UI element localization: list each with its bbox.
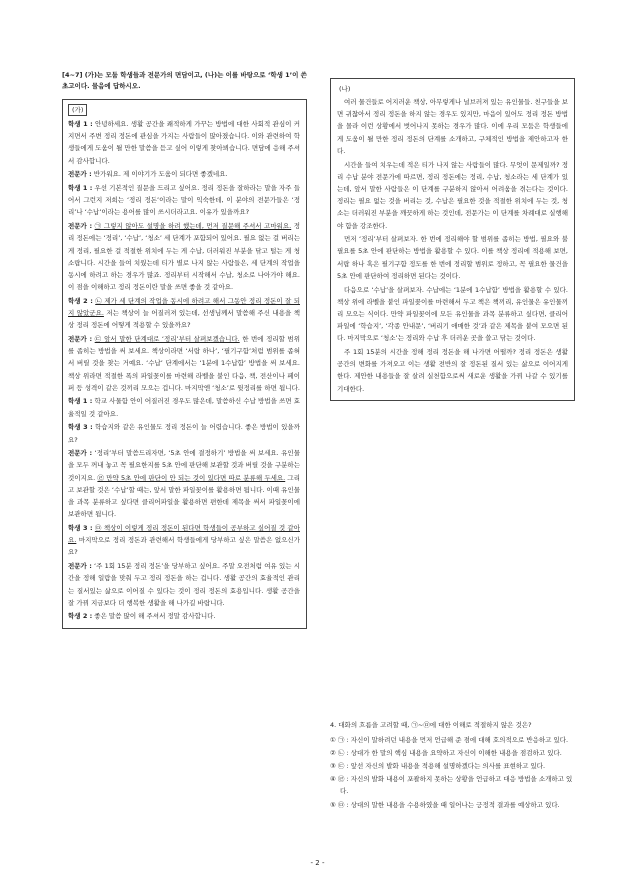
- draft-paragraph: 먼저 ‘정리’부터 살펴보자. 한 번에 정리해야 할 범위를 좁히는 방법, 필요와 불필요를 5초 안에 판단하는 방법을 활용할 수 있다. 이를 책상 정리에 적용해 보면, 서랍 하나 혹은 필기구함 정도를 한 번에 정리할 범위로 정하고, 꼭 필요한 물건을 5초 안에 판단하여 정리하면 된다는 것이다.: [337, 235, 568, 280]
- utterance-text: 우선 기본적인 질문을 드리고 싶어요. 정리 정돈을 잘하라는 말을 자주 들어서 그런지 저희는 ‘정리 정돈’이라는 말이 익숙한데, 이 분야의 전문가들은 ‘정리’나 ‘수납’이라는 용어를 많이 쓰시더라고요. 이유가 있을까요?: [68, 184, 300, 217]
- speaker-label: 전문가 :: [68, 222, 93, 231]
- speaker-label: 학생 1 :: [68, 397, 93, 406]
- speaker-label: 학생 3 :: [68, 524, 93, 532]
- answer-option: ① ㉠ : 자신이 말하려던 내용을 먼저 언급해 준 점에 대해 호의적으로 반응하고 있다.: [330, 735, 569, 744]
- answer-option: ③ ㉢ : 앞선 자신의 발화 내용을 적용해 설명하겠다는 의사를 표현하고 있다.: [330, 761, 546, 770]
- answer-option: ⑤ ㉤ : 상대의 말한 내용을 수용하였을 때 일어나는 긍정적 결과를 예상하고 있다.: [330, 800, 560, 809]
- interview-turn: [68, 333, 300, 394]
- draft-label: (나): [339, 85, 351, 93]
- speaker-label: 학생 2 :: [68, 296, 93, 305]
- utterance-text: 그리고 보관할 것은 ‘수납’할 때는, 앞서 말한 파일꽂이를 활용하면 됩니다. 이때 유인물을 과목 분류하고 싶다면 클리어파일을 활용하면 편한데 제목을 써서 파일꽂이에 보관하면 됩니다.: [68, 473, 300, 519]
- right-column: [330, 78, 575, 812]
- speaker-label: 학생 2 :: [68, 612, 93, 621]
- speaker-label: 학생 3 :: [68, 423, 93, 432]
- underlined-utterance: ㉢ 앞서 말한 단계대로 ‘정리’부터 살펴보겠습니다.: [94, 334, 240, 343]
- speaker-label: 학생 1 :: [68, 120, 93, 128]
- utterance-text: 학교 사물함 안이 어질러진 경우도 많은데, 말씀하신 수납 방법을 쓰면 효율적일 것 같아요.: [68, 397, 300, 418]
- answer-option: ④ ㉣ : 자신의 발화 내용이 포괄하지 못하는 상황을 언급하고 대응 방법을 소개하고 있다.: [330, 775, 573, 796]
- question-options: [330, 734, 575, 811]
- speaker-label: 전문가 :: [68, 449, 93, 458]
- left-column: [62, 70, 307, 629]
- interview-turn: [68, 610, 300, 622]
- utterance-text: 좋은 말씀 많이 해 주셔서 정말 감사합니다.: [94, 612, 216, 621]
- utterance-text: 반가워요. 제 이야기가 도움이 되다면 좋겠네요.: [93, 170, 228, 179]
- interview-label: (가): [68, 104, 87, 116]
- question-stem: 4. 대화의 흐름을 고려할 때, ㉠~㉤에 대한 이해로 적절하지 않은 것은?: [330, 721, 532, 730]
- draft-paragraph: 시간을 들여 치우는데 적은 티가 나지 않는 사람들이 많다. 무엇이 문제일까? 정리 수납 분야 전문가에 따르면, 정리 정돈에는 정리, 수납, 청소라는 세 단계가 있는데, 앞서 말한 사람들은 이 단계를 구분하지 않아서 어려움을 겪는다는 것이다. 정리는 필요 없는 것을 버리는 것, 수납은 필요한 것을 적절한 위치에 두는 것, 청소는 더러워진 부분을 깨끗하게 하는 것인데, 전문가는 이 단계를 차례대로 실행해야 함을 강조한다.: [337, 160, 568, 230]
- utterance-text: 안녕하세요. 생활 공간을 쾌적하게 가꾸는 방법에 대한 사회적 관심이 커지면서 주변 정리 정돈에 관심을 가지는 사람들이 많아졌습니다. 이와 관련하여 학생들에게 도움이 될 만한 말씀을 듣고 싶어 이렇게 찾아뵈습니다. 면담에 응해 주셔서 감사합니다.: [68, 120, 301, 165]
- interview-turn: [68, 522, 300, 559]
- draft-paragraph: 다음으로 ‘수납’을 살펴보자. 수납에는 ‘1분에 1수납함’ 방법을 활용할 수 있다. 책상 위에 라벨을 붙인 파일꽂이를 마련해서 두고 책은 책끼리, 유인물은 유인물끼리 모으는 식이다. 만약 파일꽂이에 모든 유인물을 과목 분류하고 싶다면, 클리어파일에 ‘학습지’, ‘각종 안내문’, ‘버리기 애매한 것’과 같은 제목을 붙여 모으면 된다. 마지막으로 ‘청소’는 정리와 수납 후 더러운 곳을 쓸고 닦는 것이다.: [337, 285, 568, 343]
- interview-box: [62, 99, 307, 629]
- draft-paragraph: 여러 물건들로 어지러운 책상, 아무렇게나 널브러져 있는 유인물들. 친구들을 보면 귀찮아서 정리 정돈을 하지 않는 경우도 있지만, 마음이 있어도 정리 정돈 방법을 몰라 이런 상황에서 벗어나지 못하는 경우가 많다. 이에 우리 모둠은 학생들에게 도움이 될 만한 정리 정돈의 단계를 소개하고, 구체적인 방법을 제안하고자 한다.: [337, 98, 568, 155]
- underlined-utterance: ㉡ 제가 세 단계의 작업을 동시에 하려고 해서 그동안 정리 정돈이 잘 되지 않았군요.: [68, 296, 300, 318]
- interview-turn: [68, 182, 300, 219]
- draft-paragraph: 주 1회 15분의 시간을 정해 정리 정돈을 해 나가면 어떨까? 정리 정돈은 생활 공간의 변화를 가져오고 이는 생활 전반의 잘 정돈된 질서 있는 삶으로 이어지게 한다. 제안한 내용들을 잘 살려 실천함으로써 새로운 생활을 가꿔 나갈 수 있기를 기대한다.: [337, 348, 568, 393]
- draft-box: [330, 78, 575, 401]
- page-number: - 2 -: [310, 859, 325, 867]
- draft-paragraphs: [337, 96, 568, 395]
- interview-turn: [68, 118, 300, 167]
- interview-turn: [68, 447, 300, 520]
- utterance-text: 저는 책상이 늘 어질러져 있는데, 선생님께서 말씀해 주신 내용을 책상 정리 정돈에 어떻게 적용할 수 있을까요?: [68, 309, 301, 330]
- interview-turn: [68, 220, 300, 293]
- underlined-utterance: ㉠ 그렇지 않아도 설명을 하려 했는데, 먼저 질문해 주셔서 고마워요.: [94, 222, 292, 231]
- question-4: [330, 719, 575, 810]
- interview-turn: [68, 421, 300, 445]
- utterance-text: 학습지와 같은 유인물도 정리 정돈이 늘 어렵습니다. 좋은 방법이 있을까요?: [68, 423, 300, 444]
- interview-turn: [68, 168, 300, 180]
- utterance-text: ‘주 1회 15분 정리 정돈’을 당부하고 싶어요. 주말 오전처럼 여유 있는 시간을 정해 일람을 맞춰 두고 정리 정돈을 하는 겁니다. 생활 공간의 효율적인 관리는 질서있는 삶으로 이어질 수 있다는 것이 정리 정돈의 효용입니다. 생활 공간을 잘 가꿔 지금보다 더 행복한 생활을 해 나가길 바랍니다.: [68, 562, 300, 607]
- utterance-text: 정리 정돈에는 ‘정리’, ‘수납’, ‘청소’ 세 단계가 포함되어 있어요. 필요 없는 걸 버리는 게 정리, 필요한 걸 적절한 위치에 두는 게 수납, 더러워진 부분을 닦고 털는 게 청소랍니다. 시간을 들여 치웠는데 티가 별로 나지 않는 사람들은, 세 단계의 작업을 동시에 하려고 하는 경우가 많죠. 정리부터 시작해서 수납, 청소로 나아가야 해요. 이 점을 이해하고 정리 정돈이란 말을 쓰면 좋을 것 같아요.: [68, 222, 300, 292]
- answer-option: ② ㉡ : 상대가 한 말의 핵심 내용을 요약하고 자신이 이해한 내용을 점검하고 있다.: [330, 748, 562, 757]
- utterance-text: 한 번에 정리할 범위를 좁히는 방법을 써 보세요. 책상이라면 ‘서랍 하나’, ‘필기구함’처럼 범위를 좁혀서 버릴 것을 찾는 거예요. ‘수납’ 단계에서는 ‘1분에 1수납함’ 방법을 써 보세요. 책상 위라면 적절한 폭의 파일꽂이를 마련해 라벨을 붙인 다음, 책, 전산이나 페이퍼 등 성격이 같은 것끼리 모으는 겁니다. 마지막엔 ‘청소’로 뒷정리를 하면 됩니다.: [68, 334, 300, 392]
- underlined-utterance: ㉣ 만약 5초 안에 판단이 안 되는 것이 있다면 따로 분류해 두세요.: [97, 473, 286, 482]
- interview-turn: [68, 295, 300, 332]
- underlined-utterance: ㉤ 책상이 이렇게 정리 정돈이 된다면 학생들이 공부하고 싶어질 것 같아요.: [68, 524, 300, 545]
- interview-turns: [68, 118, 300, 623]
- speaker-label: 전문가 :: [68, 562, 92, 571]
- utterance-text: ‘정리’부터 말씀드리자면, ‘5초 안에 결정하기’ 방법을 써 보세요. 유인물을 모두 꺼내 놓고 꼭 필요한지를 5초 안에 판단해 보관할 것과 버릴 것을 구분하는 것이지요.: [68, 449, 300, 482]
- interview-turn: [68, 395, 300, 419]
- speaker-label: 전문가 :: [68, 170, 92, 179]
- interview-turn: [68, 560, 300, 609]
- speaker-label: 전문가 :: [68, 334, 93, 343]
- utterance-text: 마지막으로 정리 정돈과 관련해서 학생들에게 당부하고 싶은 말씀은 없으신가요?: [68, 536, 300, 557]
- speaker-label: 학생 1 :: [68, 184, 93, 193]
- question-set-instructions: [4~7] (가)는 모둠 학생들과 전문가의 면담이고, (나)는 이를 바탕으로 ‘학생 1’이 쓴 초고이다. 물음에 답하시오.: [62, 71, 307, 90]
